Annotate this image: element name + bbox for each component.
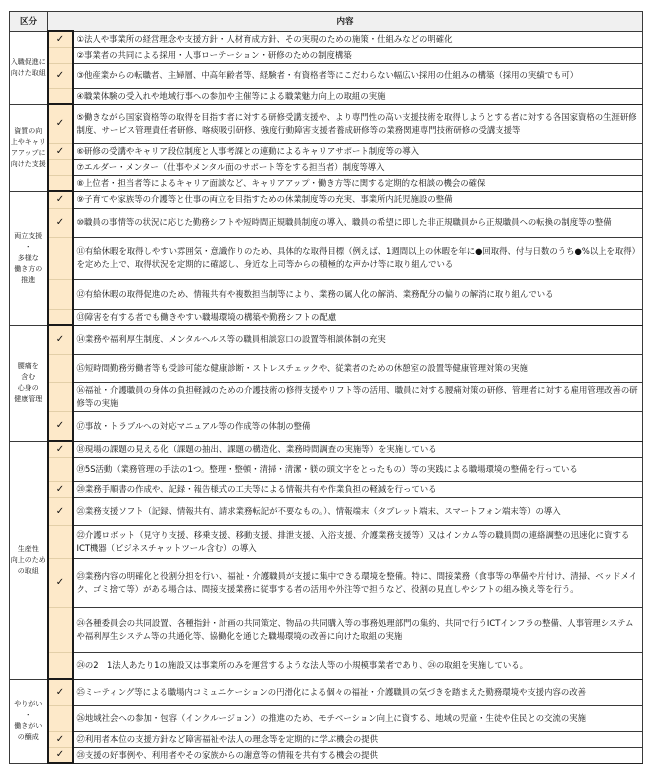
table-row bbox=[10, 525, 643, 558]
checkbox-cell[interactable] bbox=[48, 279, 73, 309]
category-label: 生産性 向上のため の取組 bbox=[10, 441, 48, 679]
checkbox-cell[interactable] bbox=[48, 208, 73, 237]
check-mark-icon: ✓ bbox=[55, 217, 65, 228]
check-mark-icon: ✓ bbox=[55, 420, 65, 432]
measure-text: ㉔の2 1法人あたり1の施設又は事業所のみを運営するような法人等の小規模事業者であり、㉔の取組を実施している。 bbox=[73, 652, 643, 679]
measure-text: ⑯福祉・介護職員の身体の負担軽減のための介護技術の修得支援やリフト等の活用、職員に対する腰痛対策の研修、管理者に対する雇用管理改善の研修等の実施 bbox=[73, 382, 643, 411]
measure-text: ③他産業からの転職者、主婦層、中高年齢者等、経験者・有資格者等にこだわらない幅広い採用の仕組みの構築（採用の実績でも可） bbox=[73, 63, 643, 88]
header-category: 区分 bbox=[10, 12, 48, 32]
checkbox-cell[interactable] bbox=[48, 191, 73, 208]
check-mark-icon: ✓ bbox=[55, 194, 65, 206]
category-label: 両立支援 ・ 多様な 働き方の 推進 bbox=[10, 191, 48, 325]
checkbox-cell[interactable] bbox=[48, 47, 73, 63]
measure-text: ⑪有給休暇を取得しやすい雰囲気・意識作りのため、具体的な取得目標（例えば、1週間以上の休暇を年に●回取得、付与日数のうち●%以上を取得）を定めた上で、取得状況を定期的に確認し、身近な上司等からの積極的な声かけ等に取り組んでいる bbox=[73, 237, 643, 279]
checkbox-cell[interactable] bbox=[48, 497, 73, 525]
measure-text: ⑩職員の事情等の状況に応じた勤務シフトや短時間正規職員制度の導入、職員の希望に即した非正規職員から正規職員への転換の制度等の整備 bbox=[73, 208, 643, 237]
checkbox-cell[interactable] bbox=[48, 481, 73, 497]
measure-text: ㉗利用者本位の支援方針など障害福祉や法人の理念等を定期的に学ぶ機会の提供 bbox=[73, 731, 643, 747]
check-mark-icon: ✓ bbox=[55, 686, 65, 698]
checkbox-cell[interactable] bbox=[48, 88, 73, 104]
table-row bbox=[10, 497, 643, 525]
checkbox-cell[interactable] bbox=[48, 747, 73, 763]
checkbox-cell[interactable] bbox=[48, 731, 73, 747]
table-row bbox=[10, 441, 643, 457]
table-row bbox=[10, 731, 643, 747]
checkbox-cell[interactable] bbox=[48, 175, 73, 191]
checkbox-cell[interactable] bbox=[48, 411, 73, 441]
check-mark-icon: ✓ bbox=[55, 70, 65, 81]
measure-text: ㉔各種委員会の共同設置、各種指針・計画の共同策定、物品の共同購入等の事務処理部門の集約、共同で行うICTインフラの整備、人事管理システムや福利厚生システム等の共通化等、協働化を通じた職場環境の改善に向けた取組の実施 bbox=[73, 607, 643, 652]
table-row bbox=[10, 159, 643, 175]
table-row bbox=[10, 31, 643, 47]
checkbox-cell[interactable] bbox=[48, 558, 73, 607]
measure-text: ⑬障害を有する者でも働きやすい職場環境の構築や勤務シフトの配慮 bbox=[73, 309, 643, 325]
checkbox-cell[interactable] bbox=[48, 441, 73, 457]
table-body bbox=[10, 31, 643, 763]
measure-text: ⑥研修の受講やキャリア段位制度と人事考課との連動によるキャリアサポート制度等の導入 bbox=[73, 143, 643, 159]
category-label: 資質の向 上やキャリ アアップに 向けた支援 bbox=[10, 104, 48, 191]
checkbox-cell[interactable] bbox=[48, 705, 73, 731]
category-label: 腰痛を 含む 心身の 健康管理 bbox=[10, 325, 48, 441]
check-mark-icon: ✓ bbox=[55, 33, 65, 45]
measure-text: ⑨子育てや家族等の介護等と仕事の両立を目指すための休業制度等の充実、事業所内託児施設の整備 bbox=[73, 191, 643, 208]
check-mark-icon: ✓ bbox=[55, 118, 65, 130]
checkbox-cell[interactable] bbox=[48, 31, 73, 47]
category-label: やりがい ・ 働きがい の醸成 bbox=[10, 679, 48, 763]
table-row bbox=[10, 607, 643, 652]
measure-text: ⑱現場の課題の見える化（課題の抽出、課題の構造化、業務時間調査の実施等）を実施している bbox=[73, 441, 643, 457]
measure-text: ㉖地域社会への参加・包容（インクルージョン）の推進のため、モチベーション向上に資する、地域の児童・生徒や住民との交流の実施 bbox=[73, 705, 643, 731]
checkbox-cell[interactable] bbox=[48, 382, 73, 411]
table-row bbox=[10, 237, 643, 279]
check-mark-icon: ✓ bbox=[55, 577, 65, 588]
measure-text: ④職業体験の受入れや地域行事への参加や主催等による職業魅力向上の取組の実施 bbox=[73, 88, 643, 104]
checkbox-cell[interactable] bbox=[48, 63, 73, 88]
check-mark-icon: ✓ bbox=[55, 443, 65, 455]
table-row bbox=[10, 175, 643, 191]
table-row bbox=[10, 279, 643, 309]
checkbox-cell[interactable] bbox=[48, 525, 73, 558]
check-mark-icon: ✓ bbox=[55, 733, 65, 745]
measure-text: ⑫有給休暇の取得促進のため、情報共有や複数担当制等により、業務の属人化の解消、業務配分の偏りの解消に取り組んでいる bbox=[73, 279, 643, 309]
measures-table bbox=[9, 11, 643, 764]
table-row bbox=[10, 747, 643, 763]
checkbox-cell[interactable] bbox=[48, 679, 73, 705]
measure-text: ㉓業務内容の明確化と役割分担を行い、福祉・介護職員が支援に集中できる環境を整備。特に、間接業務（食事等の準備や片付け、清掃、ベッドメイク、ゴミ捨て等）がある場合は、間接支援業務に従事する者の活用や外注等で担うなど、役割の見直しやシフトの組み換え等を行う。 bbox=[73, 558, 643, 607]
table-row bbox=[10, 558, 643, 607]
measure-text: ⑮短時間勤務労働者等も受診可能な健康診断・ストレスチェックや、従業者のための休憩室の設置等健康管理対策の実施 bbox=[73, 354, 643, 382]
table-row bbox=[10, 47, 643, 63]
table-row bbox=[10, 705, 643, 731]
table-row bbox=[10, 325, 643, 354]
check-mark-icon: ✓ bbox=[55, 145, 65, 157]
check-mark-icon: ✓ bbox=[55, 483, 65, 495]
measure-text: ⑳業務手順書の作成や、記録・報告様式の工夫等による情報共有や作業負担の軽減を行っている bbox=[73, 481, 643, 497]
table-row bbox=[10, 104, 643, 143]
measure-text: ㉘支援の好事例や、利用者やその家族からの謝意等の情報を共有する機会の提供 bbox=[73, 747, 643, 763]
table-row bbox=[10, 63, 643, 88]
check-mark-icon: ✓ bbox=[55, 334, 65, 346]
checkbox-cell[interactable] bbox=[48, 309, 73, 325]
table-row bbox=[10, 481, 643, 497]
measure-text: ⑲5S活動（業務管理の手法の1つ。整理・整頓・清掃・清潔・躾の頭文字をとったもの）等の実践による職場環境の整備を行っている bbox=[73, 457, 643, 481]
table-row bbox=[10, 309, 643, 325]
check-mark-icon: ✓ bbox=[55, 749, 65, 761]
checkbox-cell[interactable] bbox=[48, 457, 73, 481]
table-row bbox=[10, 143, 643, 159]
category-label: 入職促進に 向けた取組 bbox=[10, 31, 48, 104]
table-row bbox=[10, 679, 643, 705]
table-row bbox=[10, 88, 643, 104]
checkbox-cell[interactable] bbox=[48, 354, 73, 382]
checkbox-cell[interactable] bbox=[48, 237, 73, 279]
measure-text: ㉒介護ロボット（見守り支援、移乗支援、移動支援、排泄支援、入浴支援、介護業務支援等）又はインカム等の職員間の連絡調整の迅速化に資するICT機器（ビジネスチャットツール含む）の導入 bbox=[73, 525, 643, 558]
measure-text: ⑭業務や福利厚生制度、メンタルヘルス等の職員相談窓口の設置等相談体制の充実 bbox=[73, 325, 643, 354]
table-row bbox=[10, 382, 643, 411]
measure-text: ⑧上位者・担当者等によるキャリア面談など、キャリアアップ・働き方等に関する定期的な相談の機会の確保 bbox=[73, 175, 643, 191]
table-row bbox=[10, 354, 643, 382]
measure-text: ⑰事故・トラブルへの対応マニュアル等の作成等の体制の整備 bbox=[73, 411, 643, 441]
checkbox-cell[interactable] bbox=[48, 143, 73, 159]
table-row bbox=[10, 191, 643, 208]
header-content: 内容 bbox=[48, 12, 643, 32]
table-row bbox=[10, 208, 643, 237]
measure-text: ⑤働きながら国家資格等の取得を目指す者に対する研修受講支援や、より専門性の高い支援技術を取得しようとする者に対する各国家資格の生涯研修制度、サービス管理責任者研修、喀痰吸引研修、強度行動障害支援者養成研修等の業務関連専門技術研修の受講支援等 bbox=[73, 104, 643, 143]
checkbox-cell[interactable] bbox=[48, 104, 73, 143]
checkbox-cell[interactable] bbox=[48, 652, 73, 679]
measure-text: ①法人や事業所の経営理念や支援方針・人材育成方針、その実現のための施策・仕組みなどの明確化 bbox=[73, 31, 643, 47]
table-row bbox=[10, 457, 643, 481]
table-row bbox=[10, 652, 643, 679]
checkbox-cell[interactable] bbox=[48, 159, 73, 175]
measure-text: ㉑業務支援ソフト（記録、情報共有、請求業務転記が不要なもの。）、情報端末（タブレット端末、スマートフォン端末等）の導入 bbox=[73, 497, 643, 525]
measure-text: ㉕ミーティング等による職場内コミュニケーションの円滑化による個々の福祉・介護職員の気づきを踏まえた勤務環境や支援内容の改善 bbox=[73, 679, 643, 705]
measure-text: ②事業者の共同による採用・人事ローテーション・研修のための制度構築 bbox=[73, 47, 643, 63]
table-row bbox=[10, 411, 643, 441]
checkbox-cell[interactable] bbox=[48, 607, 73, 652]
check-mark-icon: ✓ bbox=[55, 505, 65, 517]
checkbox-cell[interactable] bbox=[48, 325, 73, 354]
measure-text: ⑦エルダー・メンター（仕事やメンタル面のサポート等をする担当者）制度等導入 bbox=[73, 159, 643, 175]
table-header-row bbox=[10, 12, 643, 32]
